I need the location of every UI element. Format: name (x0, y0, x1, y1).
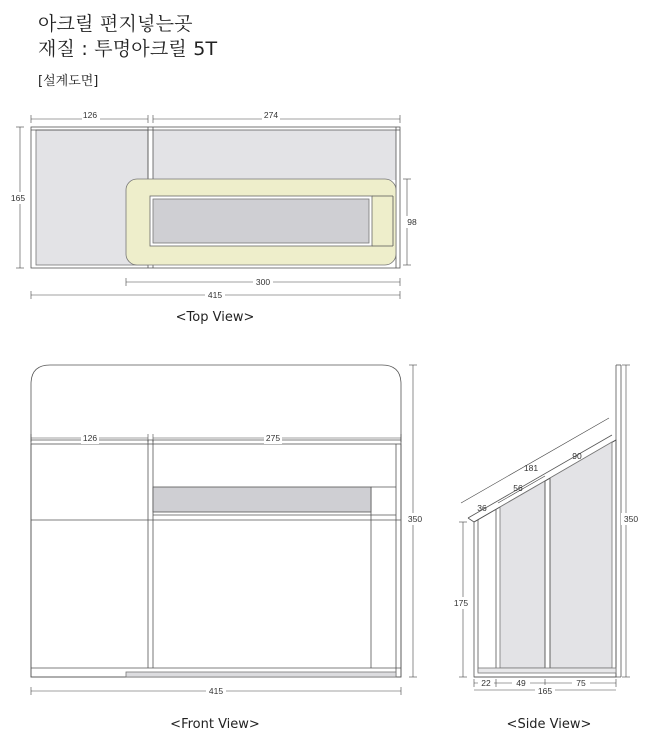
side-dim-90: 90 (572, 451, 582, 461)
side-dim-165: 165 (537, 686, 553, 696)
title-line-2: 재질 : 투명아크릴 5T (38, 38, 218, 60)
side-dim-56: 56 (513, 483, 523, 493)
front-dim-415: 415 (208, 686, 224, 696)
drawing-subtitle: [설계도면] (38, 74, 99, 89)
front-dim-126: 126 (82, 433, 98, 443)
top-dim-126: 126 (82, 110, 98, 120)
side-view-base (478, 668, 616, 673)
top-view-slot (153, 199, 369, 243)
title-line-1: 아크릴 편지넣는곳 (38, 13, 193, 35)
side-dim-350: 350 (623, 514, 639, 524)
side-dim-75: 75 (576, 678, 586, 688)
front-view-caption: <Front View> (170, 717, 260, 732)
top-dim-300: 300 (255, 277, 271, 287)
front-view-base (126, 672, 396, 677)
side-dim-36: 36 (477, 503, 487, 513)
top-dim-415: 415 (207, 290, 223, 300)
side-view-slot-panel (500, 481, 545, 668)
top-dim-98: 98 (407, 217, 417, 227)
side-view-back-panel (550, 442, 612, 668)
top-view (16, 115, 411, 299)
side-dim-175: 175 (453, 598, 469, 608)
front-dim-275: 275 (265, 433, 281, 443)
side-view-caption: <Side View> (506, 717, 592, 732)
side-view (459, 365, 630, 690)
side-dim-49: 49 (516, 678, 526, 688)
front-view-back-panel (31, 365, 401, 677)
side-dim-22: 22 (481, 678, 491, 688)
top-view-right-panel (153, 130, 396, 180)
top-dim-274: 274 (263, 110, 279, 120)
front-view-slot (153, 487, 371, 512)
front-view (31, 365, 417, 695)
top-dim-165: 165 (10, 193, 26, 203)
top-view-caption: <Top View> (175, 310, 255, 325)
side-dim-181: 181 (523, 463, 539, 473)
front-dim-350: 350 (407, 514, 423, 524)
